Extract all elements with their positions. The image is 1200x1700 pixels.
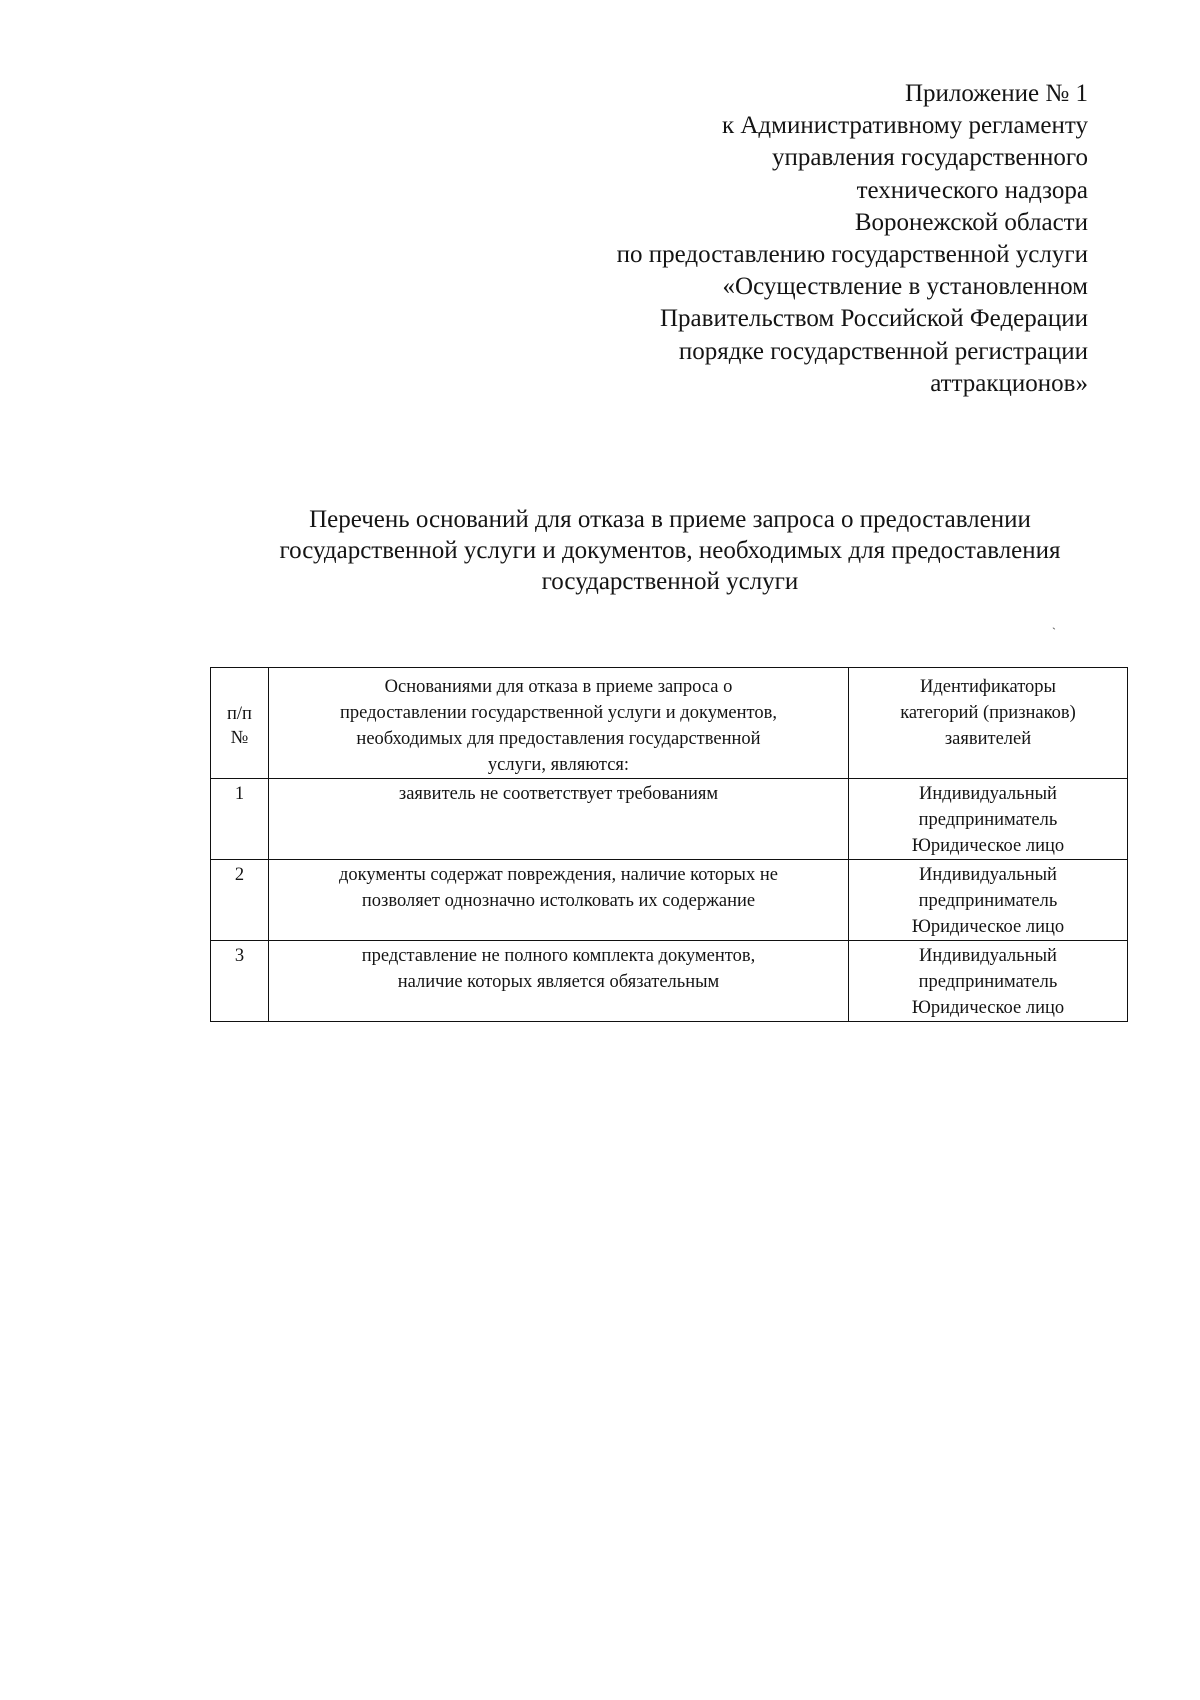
row-num: 3 [211, 941, 269, 1022]
refusal-grounds-table [210, 667, 1128, 1022]
row-ident-line: Юридическое лицо [911, 917, 1065, 937]
header-ident-line: Идентификаторы [920, 677, 1056, 697]
row-num: 1 [211, 779, 269, 860]
row-ground-line: позволяет однозначно истолковать их содержание [361, 891, 756, 911]
header-ground-line: услуги, являются: [487, 755, 630, 775]
table-row [211, 941, 1128, 1022]
appendix-line: аттракционов» [930, 369, 1088, 397]
appendix-line: порядке государственной регистрации [678, 337, 1088, 365]
header-ground-line: Основаниями для отказа в приеме запроса о [384, 677, 733, 697]
row-ident-line: предприниматель [918, 810, 1058, 830]
appendix-line: «Осуществление в установленном [722, 273, 1088, 301]
row-ident-line: Юридическое лицо [911, 836, 1065, 856]
row-ground-line: представление не полного комплекта документов, [361, 946, 756, 966]
row-ground-line: наличие которых является обязательным [397, 972, 720, 992]
header-ident-line: заявителей [944, 729, 1032, 749]
appendix-line: управления государственного [772, 144, 1088, 172]
scan-speck: ˏ [1052, 616, 1056, 630]
row-ident-line: предприниматель [918, 891, 1058, 911]
header-ground-line: необходимых для предоставления государственной [356, 729, 761, 749]
header-num [211, 668, 269, 779]
row-ident-line: Индивидуальный [919, 784, 1057, 804]
row-ground-line: документы содержат повреждения, наличие которых не [339, 865, 778, 885]
header-ident [849, 668, 1128, 779]
header-ground-line: предоставлении государственной услуги и документов, [340, 703, 777, 723]
document-title [200, 504, 1140, 597]
title-line: Перечень оснований для отказа в приеме запроса о предоставлении [309, 506, 1031, 533]
appendix-line: по предоставлению государственной услуги [616, 241, 1088, 269]
appendix-line: Приложение № 1 [904, 80, 1088, 107]
title-line: государственной услуги [541, 568, 799, 595]
header-num-line: № [230, 728, 249, 748]
row-ground-line: заявитель не соответствует требованиям [398, 784, 719, 804]
table-row [211, 779, 1128, 860]
header-num-line: п/п [227, 704, 252, 724]
row-ident [849, 779, 1128, 860]
row-ident-line: предприниматель [918, 972, 1058, 992]
row-ground [269, 779, 849, 860]
appendix-line: Воронежской области [854, 208, 1088, 236]
title-line: государственной услуги и документов, необходимых для предоставления [279, 537, 1061, 564]
table-row [211, 860, 1128, 941]
row-ident [849, 860, 1128, 941]
appendix-line: к Административному регламенту [721, 112, 1088, 140]
row-ident-line: Юридическое лицо [911, 998, 1065, 1018]
row-ground [269, 860, 849, 941]
appendix-line: Правительством Российской Федерации [659, 305, 1088, 333]
appendix-header [468, 78, 1088, 400]
table-header-row [211, 668, 1128, 779]
row-ground [269, 941, 849, 1022]
appendix-line: технического надзора [856, 176, 1088, 204]
row-ident-line: Индивидуальный [919, 865, 1057, 885]
row-ident-line: Индивидуальный [919, 946, 1057, 966]
header-ground [269, 668, 849, 779]
row-num: 2 [211, 860, 269, 941]
header-ident-line: категорий (признаков) [900, 703, 1076, 723]
row-ident [849, 941, 1128, 1022]
